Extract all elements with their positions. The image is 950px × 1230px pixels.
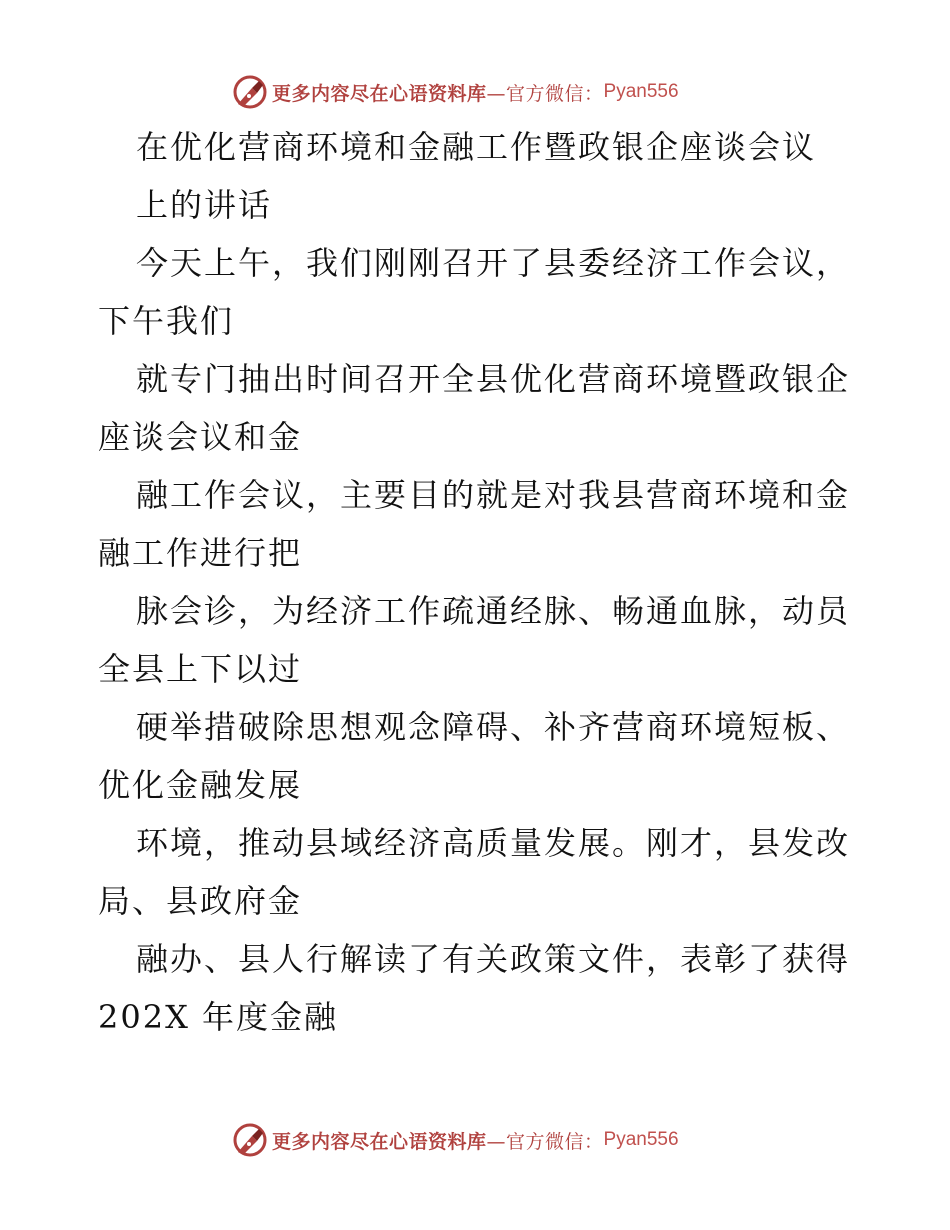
header-banner-main: 更多内容尽在心语资料库 [272,82,487,105]
text-line: 融工作会议，主要目的就是对我县营商环境和金 [136,476,851,514]
text-line: 硬举措破除思想观念障碍、补齐营商环境短板、 [136,708,851,746]
title-line-1: 在优化营商环境和金融工作暨政银企座谈会议 [136,128,817,166]
pen-logo-icon [232,74,268,110]
title-line-2: 上的讲话 [136,186,273,224]
pen-logo-icon [232,1122,268,1158]
text-line: 局、县政府金 [98,882,303,920]
footer-banner-id: Pyan556 [603,1129,679,1150]
header-banner [232,72,679,112]
header-banner-id: Pyan556 [603,81,679,102]
text-line: 下午我们 [98,302,235,340]
text-line: 座谈会议和金 [98,418,303,456]
text-line: 融工作进行把 [98,534,303,572]
text-line: 优化金融发展 [98,766,303,804]
footer-banner [232,1120,679,1160]
text-line: 今天上午，我们刚刚召开了县委经济工作会议， [136,244,851,282]
text-line: 就专门抽出时间召开全县优化营商环境暨政银企 [136,360,851,398]
text-line: 环境，推动县域经济高质量发展。刚才，县发改 [136,824,851,862]
text-line: 全县上下以过 [98,650,303,688]
text-line: 融办、县人行解读了有关政策文件，表彰了获得 [136,940,851,978]
text-line: 202X 年度金融 [98,998,339,1036]
text-line: 脉会诊，为经济工作疏通经脉、畅通血脉，动员 [136,592,851,630]
footer-banner-sep: —官方微信： [486,1130,604,1153]
header-banner-sep: —官方微信： [486,82,604,105]
footer-banner-main: 更多内容尽在心语资料库 [272,1130,487,1153]
